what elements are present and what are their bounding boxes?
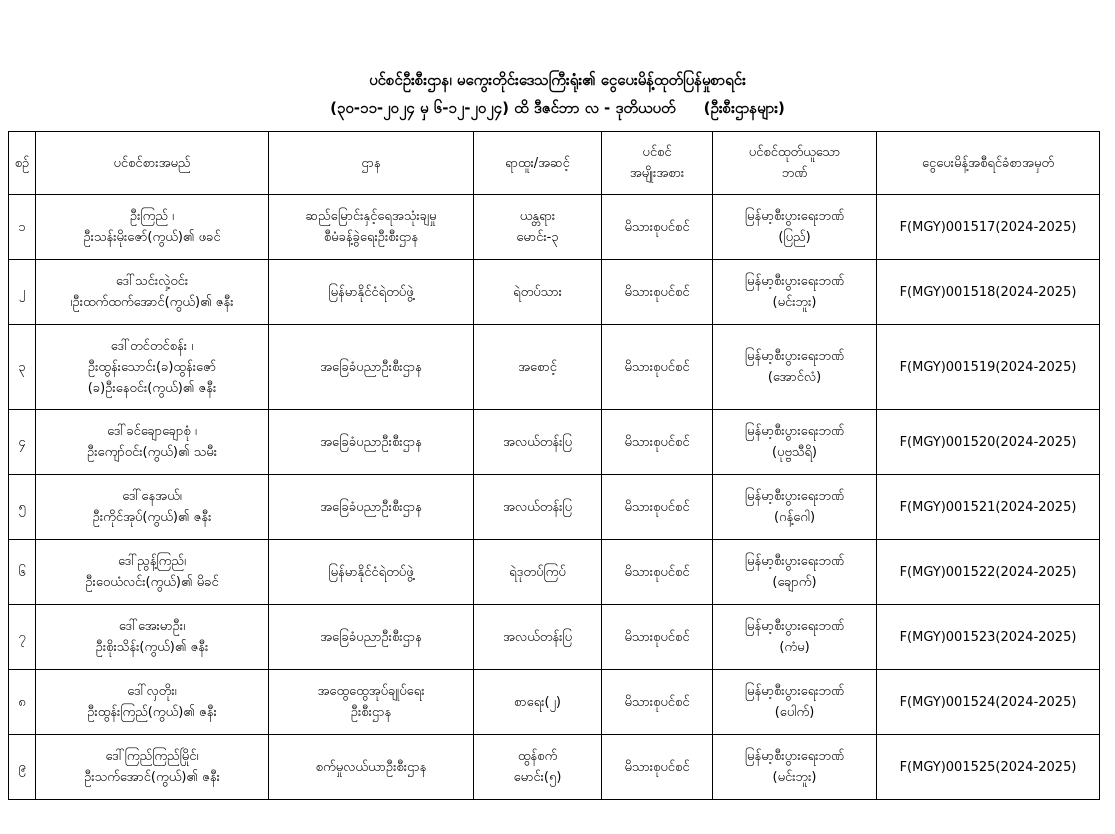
cell-position — [474, 475, 602, 540]
cell-bank-line: (ကံမ) — [779, 640, 810, 655]
subtitle-period: (၃၀-၁၁-၂၀၂၄ မှ ၆-၁၂-၂၀၂၄) ထိ ဒီဇင်ဘာ လ - ဒုတိယပတ် — [330, 99, 676, 117]
cell-no: ၂ — [9, 260, 36, 325]
cell-department-line: အခြေခံပညာဦးစီးဌာန — [320, 434, 422, 450]
table-row — [9, 325, 1100, 410]
cell-no: ၁ — [9, 195, 36, 260]
cell-name-line: ဒေါ်နေအယ်၊ — [122, 489, 182, 504]
cell-bank — [713, 670, 877, 735]
cell-position-line: အလယ်တန်းပြ — [502, 499, 573, 515]
cell-no: ၆ — [9, 540, 36, 605]
cell-pension-type: မိသားစုပင်စင် — [602, 475, 713, 540]
cell-name — [36, 475, 269, 540]
cell-position-line: ရဲဒုတပ်ကြပ် — [509, 564, 566, 580]
cell-bank-line: မြန်မာ့စီးပွားရေးဘဏ် — [744, 489, 845, 504]
cell-department — [269, 410, 474, 475]
cell-name-line: ဒေါ်ညွန့်ကြည်၊ — [117, 554, 187, 569]
cell-bank-line: မြန်မာ့စီးပွားရေးဘဏ် — [744, 349, 845, 364]
cell-no: ၅ — [9, 475, 36, 540]
cell-department-line: မြန်မာနိုင်ငံရဲတပ်ဖွဲ့ — [328, 284, 414, 300]
cell-department-line: စီမံခန့်ခွဲရေးဦးစီးဌာန — [323, 230, 419, 245]
cell-name — [36, 195, 269, 260]
cell-position-line: အစောင့် — [518, 359, 557, 375]
table-row — [9, 670, 1100, 735]
table-row — [9, 605, 1100, 670]
cell-name-line: ဦးကြည် ၊ — [129, 209, 175, 224]
cell-bank-line: (ပေါက်) — [774, 705, 815, 720]
header-name: ပင်စင်စားအမည် — [36, 132, 269, 195]
cell-bank — [713, 410, 877, 475]
cell-bank-line: မြန်မာ့စီးပွားရေးဘဏ် — [744, 554, 845, 569]
cell-pension-type: မိသားစုပင်စင် — [602, 540, 713, 605]
header-position: ရာထူး/အဆင့် — [474, 132, 602, 195]
cell-reference: F(MGY)001521(2024-2025) — [877, 475, 1100, 540]
cell-position — [474, 325, 602, 410]
cell-name-line: ဦးကိုင်အုပ်(ကွယ်)၏ ဇနီး — [92, 510, 212, 525]
cell-department — [269, 735, 474, 800]
table-body — [9, 195, 1100, 800]
subtitle-note: (ဦးစီးဌာနများ) — [703, 99, 785, 117]
cell-bank-line: (အောင်လံ) — [767, 370, 822, 385]
cell-pension-type: မိသားစုပင်စင် — [602, 605, 713, 670]
cell-name — [36, 605, 269, 670]
cell-department-line: စက်မှုလယ်ယာဦးစီးဌာန — [315, 759, 427, 775]
cell-name-line: ဦးသက်အောင်(ကွယ်)၏ ဇနီး — [84, 770, 220, 785]
cell-bank-line: မြန်မာ့စီးပွားရေးဘဏ် — [744, 209, 845, 224]
cell-name — [36, 735, 269, 800]
cell-reference: F(MGY)001522(2024-2025) — [877, 540, 1100, 605]
cell-position — [474, 260, 602, 325]
cell-reference: F(MGY)001523(2024-2025) — [877, 605, 1100, 670]
document-subtitle — [0, 94, 1115, 122]
cell-name-line: ဦးစိုးသိန်း(ကွယ်)၏ ဇနီး — [95, 640, 209, 655]
cell-department — [269, 475, 474, 540]
cell-bank-line: (ပြည်) — [778, 230, 811, 245]
cell-position — [474, 195, 602, 260]
cell-position-line: ယန္တရား — [519, 209, 556, 224]
cell-department-line: ဆည်မြောင်းနှင့်ရေအသုံးချမှု — [305, 209, 437, 224]
cell-pension-type: မိသားစုပင်စင် — [602, 735, 713, 800]
cell-department — [269, 195, 474, 260]
cell-bank-line: မြန်မာ့စီးပွားရေးဘဏ် — [744, 274, 845, 289]
table-row — [9, 260, 1100, 325]
cell-pension-type: မိသားစုပင်စင် — [602, 260, 713, 325]
cell-pension-type: မိသားစုပင်စင် — [602, 195, 713, 260]
cell-department — [269, 260, 474, 325]
cell-reference: F(MGY)001524(2024-2025) — [877, 670, 1100, 735]
table-header-row — [9, 132, 1100, 195]
cell-bank-line: (ပုဗ္ဗသီရိ) — [771, 445, 818, 460]
pension-register-table — [8, 131, 1100, 800]
header-department: ဌာန — [269, 132, 474, 195]
cell-position-line: အလယ်တန်းပြ — [502, 434, 573, 450]
cell-position — [474, 670, 602, 735]
cell-name-line: ဦးဝေယံလင်း(ကွယ်)၏ မိခင် — [85, 575, 219, 590]
cell-bank — [713, 605, 877, 670]
cell-name-line: ၊ဦးထက်ထက်အောင်(ကွယ်)၏ ဇနီး — [70, 295, 234, 310]
cell-name-line: ဒေါ်အေးမာဦး၊ — [118, 619, 186, 634]
cell-position — [474, 735, 602, 800]
cell-bank — [713, 735, 877, 800]
cell-department — [269, 540, 474, 605]
cell-reference: F(MGY)001517(2024-2025) — [877, 195, 1100, 260]
cell-bank-line: မြန်မာ့စီးပွားရေးဘဏ် — [744, 749, 845, 764]
cell-department — [269, 605, 474, 670]
cell-name — [36, 670, 269, 735]
cell-reference: F(MGY)001518(2024-2025) — [877, 260, 1100, 325]
cell-department-line: ဦးစီးဌာန — [350, 705, 392, 720]
cell-name — [36, 540, 269, 605]
cell-position — [474, 410, 602, 475]
cell-position — [474, 540, 602, 605]
cell-position-line: အလယ်တန်းပြ — [502, 629, 573, 645]
cell-department-line: အခြေခံပညာဦးစီးဌာန — [320, 499, 422, 515]
cell-no: ၄ — [9, 410, 36, 475]
header-reference: ငွေပေးမိန့်အစီရင်ခံစာအမှတ် — [877, 132, 1100, 195]
header-pension-type: ပင်စင် အမျိုးအစား — [602, 132, 713, 195]
cell-name-line: (ခ)ဦးနေဝင်း(ကွယ်)၏ ဇနီး — [87, 380, 217, 396]
cell-position-line: မောင်း(၅) — [513, 770, 562, 785]
cell-pension-type: မိသားစုပင်စင် — [602, 670, 713, 735]
cell-name-line: ဒေါ်ကြည်ကြည်မြိုင်၊ — [105, 749, 199, 764]
cell-name-line: ဒေါ်သင်းလှဲ့ဝင်း — [115, 274, 189, 289]
cell-name — [36, 325, 269, 410]
cell-name-line: ဒေါ်ခင်ချောချောစုံ ၊ — [107, 424, 197, 439]
cell-position-line: ရဲတပ်သား — [513, 284, 562, 300]
cell-name-line: ဦးကျော်ဝင်း(ကွယ်)၏ သမီး — [87, 445, 217, 460]
cell-bank — [713, 195, 877, 260]
cell-department-line: မြန်မာနိုင်ငံရဲတပ်ဖွဲ့ — [328, 564, 414, 580]
cell-position-line: စာရေး(၂) — [513, 694, 561, 710]
cell-reference: F(MGY)001519(2024-2025) — [877, 325, 1100, 410]
cell-no: ၇ — [9, 605, 36, 670]
cell-bank-line: မြန်မာ့စီးပွားရေးဘဏ် — [744, 424, 845, 439]
cell-name — [36, 410, 269, 475]
cell-no: ၉ — [9, 735, 36, 800]
cell-name-line: ဒေါ်တင်တင်စန်း ၊ — [110, 338, 194, 354]
header-no: စဉ် — [9, 132, 36, 195]
cell-bank — [713, 475, 877, 540]
header-bank: ပင်စင်ထုတ်ယူသော ဘဏ် — [713, 132, 877, 195]
cell-position-line: မောင်း-၃ — [516, 230, 559, 245]
cell-name — [36, 260, 269, 325]
cell-name-line: ဦးထွန်းသောင်း(ခ)ထွန်းဇော် — [87, 359, 217, 375]
table-row — [9, 410, 1100, 475]
document-header — [0, 66, 1115, 122]
cell-department-line: အခြေခံပညာဦးစီးဌာန — [320, 629, 422, 645]
document-title: ပင်စင်ဦးစီးဌာန၊ မကွေးတိုင်းဒေသကြီးရုံး၏ ငွေပေးမိန့်ထုတ်ပြန်မှုစာရင်း — [369, 71, 746, 89]
cell-bank — [713, 325, 877, 410]
cell-pension-type: မိသားစုပင်စင် — [602, 410, 713, 475]
cell-reference: F(MGY)001525(2024-2025) — [877, 735, 1100, 800]
cell-bank — [713, 260, 877, 325]
cell-department — [269, 325, 474, 410]
cell-bank-line: မြန်မာ့စီးပွားရေးဘဏ် — [744, 619, 845, 634]
cell-position-line: ထွန်စက် — [517, 749, 558, 764]
table-row — [9, 735, 1100, 800]
cell-bank-line: မြန်မာ့စီးပွားရေးဘဏ် — [744, 684, 845, 699]
cell-bank-line: (မင်းဘူး) — [772, 295, 817, 310]
table-row — [9, 475, 1100, 540]
cell-bank-line: (ဂန့်ဂေါ) — [773, 510, 816, 525]
table-row — [9, 540, 1100, 605]
cell-reference: F(MGY)001520(2024-2025) — [877, 410, 1100, 475]
cell-no: ၃ — [9, 325, 36, 410]
cell-bank — [713, 540, 877, 605]
cell-pension-type: မိသားစုပင်စင် — [602, 325, 713, 410]
cell-name-line: ဦးသန်းမိုးဇော်(ကွယ်)၏ ဖခင် — [83, 230, 221, 245]
cell-no: ၈ — [9, 670, 36, 735]
cell-department-line: အထွေထွေအုပ်ချုပ်ရေး — [317, 684, 425, 699]
cell-department-line: အခြေခံပညာဦးစီးဌာန — [320, 359, 422, 375]
cell-bank-line: (ချောက်) — [772, 575, 817, 590]
table-row — [9, 195, 1100, 260]
cell-name-line: ဦးထွန်းကြည်(ကွယ်)၏ ဇနီး — [87, 705, 217, 720]
cell-name-line: ဒေါ်လှတိုး၊ — [127, 684, 177, 699]
cell-bank-line: (မင်းဘူး) — [772, 770, 817, 785]
cell-department — [269, 670, 474, 735]
cell-position — [474, 605, 602, 670]
